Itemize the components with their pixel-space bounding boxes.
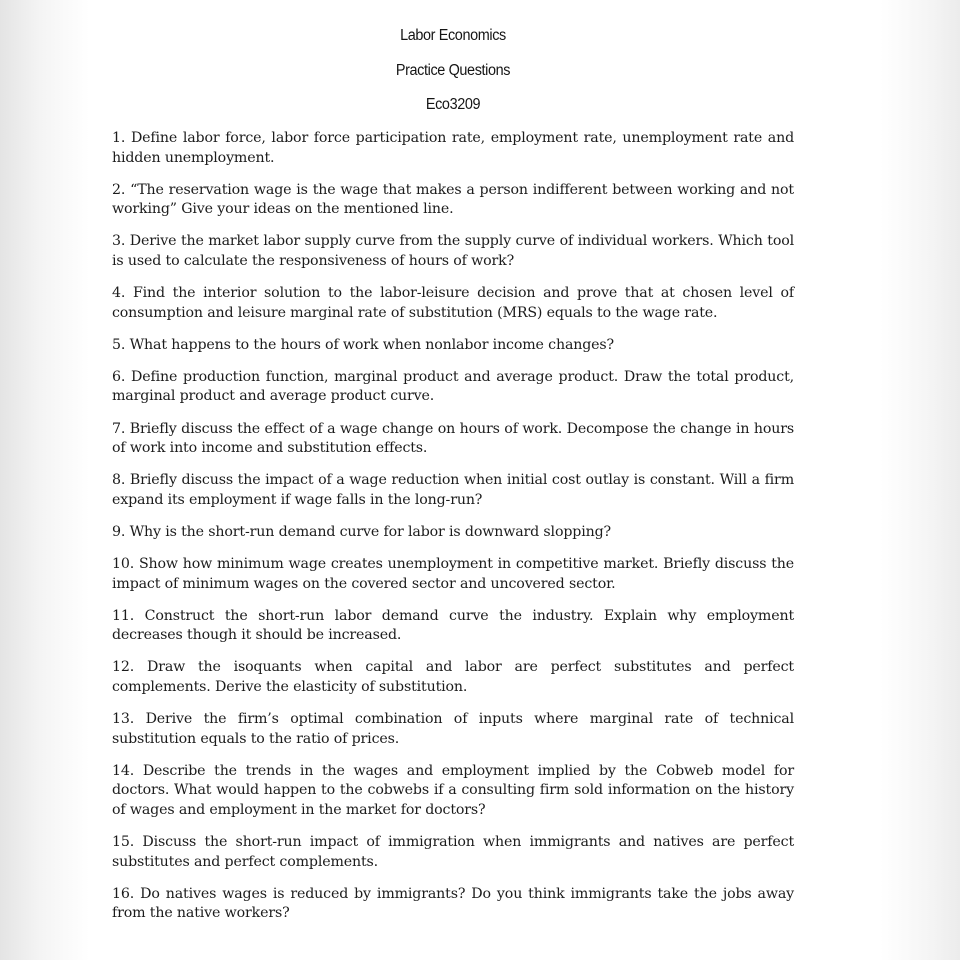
course-code: Eco3209 xyxy=(425,96,481,113)
document-title: Labor Economics xyxy=(400,27,506,44)
question-item: 2. “The reservation wage is the wage that makes a person indifferent between working and not working” Give your ideas on the mentioned line. xyxy=(112,181,794,218)
question-item: 8. Briefly discuss the impact of a wage reduction when initial cost outlay is constant. Will a firm expand its employment if wage falls in the long-run? xyxy=(112,472,794,508)
question-item: 5. What happens to the hours of work when nonlabor income changes? xyxy=(112,336,615,353)
question-list xyxy=(112,129,794,936)
question-item: 4. Find the interior solution to the labor-leisure decision and prove that at chosen level of consumption and leisure marginal rate of substitution (MRS) equals to the wage rate. xyxy=(112,285,794,321)
question-item: 14. Describe the trends in the wages and employment implied by the Cobweb model for doctors. What would happen to the cobwebs if a consulting firm sold information on the history of wages and employment in the market for doctors? xyxy=(112,762,794,818)
question-item: 7. Briefly discuss the effect of a wage change on hours of work. Decompose the change in hours of work into income and substitution effects. xyxy=(112,420,794,457)
question-item: 10. Show how minimum wage creates unemployment in competitive market. Briefly discuss the impact of minimum wages on the covered sector and uncovered sector. xyxy=(112,556,794,592)
question-item: 6. Define production function, marginal product and average product. Draw the total product, marginal product and average product curve. xyxy=(112,368,794,405)
question-item: 15. Discuss the short-run impact of immigration when immigrants and natives are perfect substitutes and perfect complements. xyxy=(112,834,794,870)
document-subtitle: Practice Questions xyxy=(395,62,511,79)
question-item: 11. Construct the short-run labor demand curve the industry. Explain why employment decreases though it should be increased. xyxy=(112,607,794,644)
question-item: 12. Draw the isoquants when capital and labor are perfect substitutes and perfect complements. Derive the elasticity of substitution. xyxy=(112,659,794,695)
question-item: 1. Define labor force, labor force participation rate, employment rate, unemployment rate and hidden unemployment. xyxy=(112,130,794,166)
question-item: 3. Derive the market labor supply curve from the supply curve of individual workers. Which tool is used to calculate the responsiveness of hours of work? xyxy=(112,233,794,269)
question-item: 13. Derive the firm’s optimal combination of inputs where marginal rate of technical substitution equals to the ratio of prices. xyxy=(112,711,794,747)
question-item: 9. Why is the short-run demand curve for labor is downward slopping? xyxy=(112,523,611,540)
question-item: 16. Do natives wages is reduced by immigrants? Do you think immigrants take the jobs away from the native workers? xyxy=(112,885,794,922)
